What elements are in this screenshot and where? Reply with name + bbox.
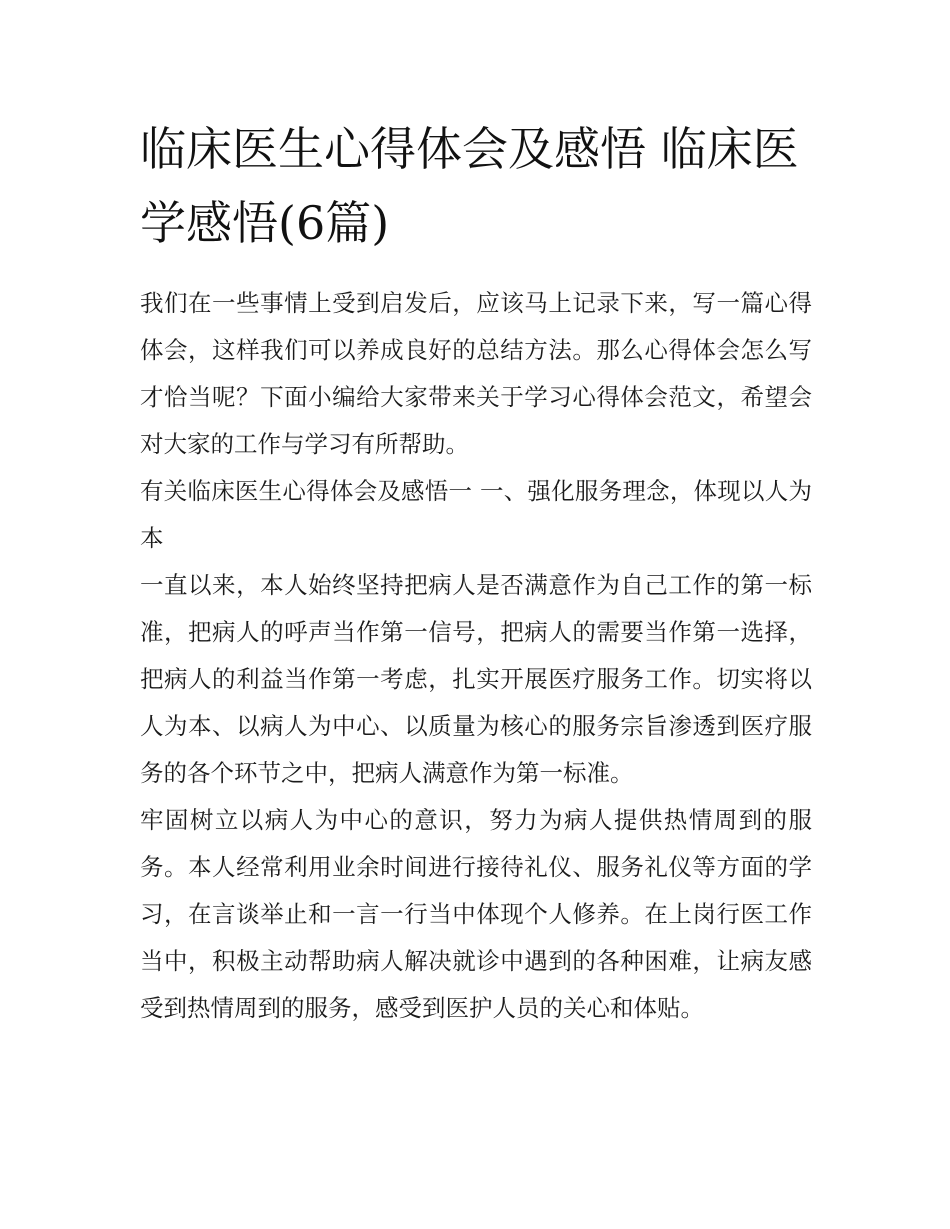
body-paragraph-1: 一直以来，本人始终坚持把病人是否满意作为自己工作的第一标准，把病人的呼声当作第一信号，把病人的需要当作第一选择，把病人的利益当作第一考虑，扎实开展医疗服务工作。切实将以人为本、以病人为中心、以质量为核心的服务宗旨渗透到医疗服务的各个环节之中，把病人满意作为第一标准。 <box>140 571 812 787</box>
document-page <box>140 112 812 1032</box>
document-title: 临床医生心得体会及感悟 临床医学感悟(6篇) <box>140 122 799 250</box>
section-heading: 有关临床医生心得体会及感悟一 一、强化服务理念，体现以人为本 <box>140 477 812 552</box>
intro-paragraph: 我们在一些事情上受到启发后，应该马上记录下来，写一篇心得体会，这样我们可以养成良好的总结方法。那么心得体会怎么写才恰当呢？下面小编给大家带来关于学习心得体会范文，希望会对大家的工作与学习有所帮助。 <box>140 289 812 458</box>
body-paragraph-2: 牢固树立以病人为中心的意识，努力为病人提供热情周到的服务。本人经常利用业余时间进行接待礼仪、服务礼仪等方面的学习，在言谈举止和一言一行当中体现个人修养。在上岗行医工作当中，积极主动帮助病人解决就诊中遇到的各种困难，让病友感受到热情周到的服务，感受到医护人员的关心和体贴。 <box>140 806 812 1022</box>
